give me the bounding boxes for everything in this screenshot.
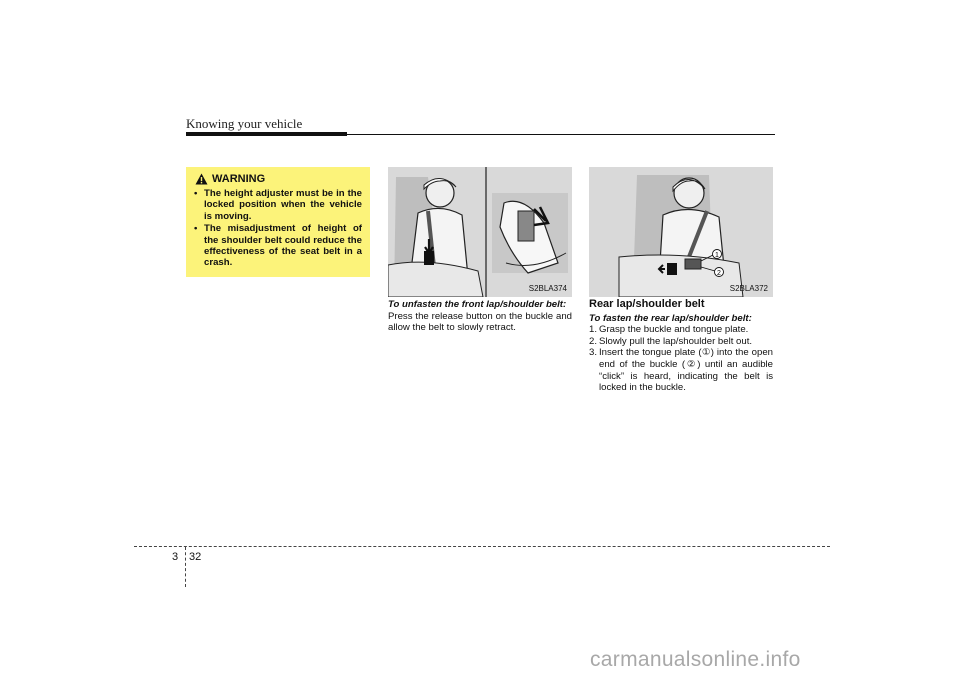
callout-1: 1 — [715, 252, 719, 259]
seatbelt-release-illustration — [388, 167, 572, 297]
rear-belt-title: Rear lap/shoulder belt — [589, 298, 705, 310]
warning-icon — [195, 173, 208, 185]
rear-belt-subheading: To fasten the rear lap/shoulder belt: — [589, 312, 752, 324]
figure-code: S2BLA374 — [528, 284, 567, 293]
page-number: 32 — [189, 551, 202, 563]
step-text: Insert the tongue plate (①) into the open end of the buckle (②) until an audible “click” is heard, indicating the belt is locked in the buckle. — [599, 347, 773, 394]
warning-list — [192, 188, 362, 269]
rear-belt-instructions — [589, 299, 773, 394]
footer-rule — [134, 546, 830, 547]
rear-belt-steps — [589, 324, 773, 394]
warning-title: WARNING — [212, 173, 266, 185]
watermark: carmanualsonline.info — [590, 648, 801, 671]
unfasten-instructions — [388, 299, 572, 334]
figure-rear-belt — [589, 167, 773, 297]
unfasten-heading: To unfasten the front lap/shoulder belt: — [388, 299, 567, 310]
section-number: 3 — [172, 551, 179, 563]
warning-box — [186, 167, 370, 277]
warning-item: • The height adjuster must be in the locked position when the vehicle is moving. — [192, 188, 362, 222]
rear-seatbelt-illustration — [589, 167, 773, 297]
step-item — [589, 347, 773, 393]
figure-code: S2BLA372 — [729, 284, 768, 293]
warning-item: • The misadjustment of height of the shoulder belt could reduce the effectiveness of the seat belt in a crash. — [192, 223, 362, 269]
unfasten-text: Press the release button on the buckle and allow the belt to slowly retract. — [388, 310, 572, 334]
step-text: Slowly pull the lap/shoulder belt out. — [599, 335, 753, 347]
step-number: 1. — [589, 324, 598, 336]
section-title: Knowing your vehicle — [186, 116, 303, 131]
step-number: 3. — [589, 347, 598, 359]
step-item — [589, 336, 773, 348]
footer-divider — [185, 547, 186, 587]
step-text: Grasp the buckle and tongue plate. — [599, 324, 749, 336]
callout-2: 2 — [717, 270, 721, 277]
step-item — [589, 324, 773, 336]
warning-header — [195, 173, 362, 185]
step-number: 2. — [589, 335, 598, 347]
header-rule — [186, 134, 775, 135]
figure-unfasten-belt — [388, 167, 572, 297]
